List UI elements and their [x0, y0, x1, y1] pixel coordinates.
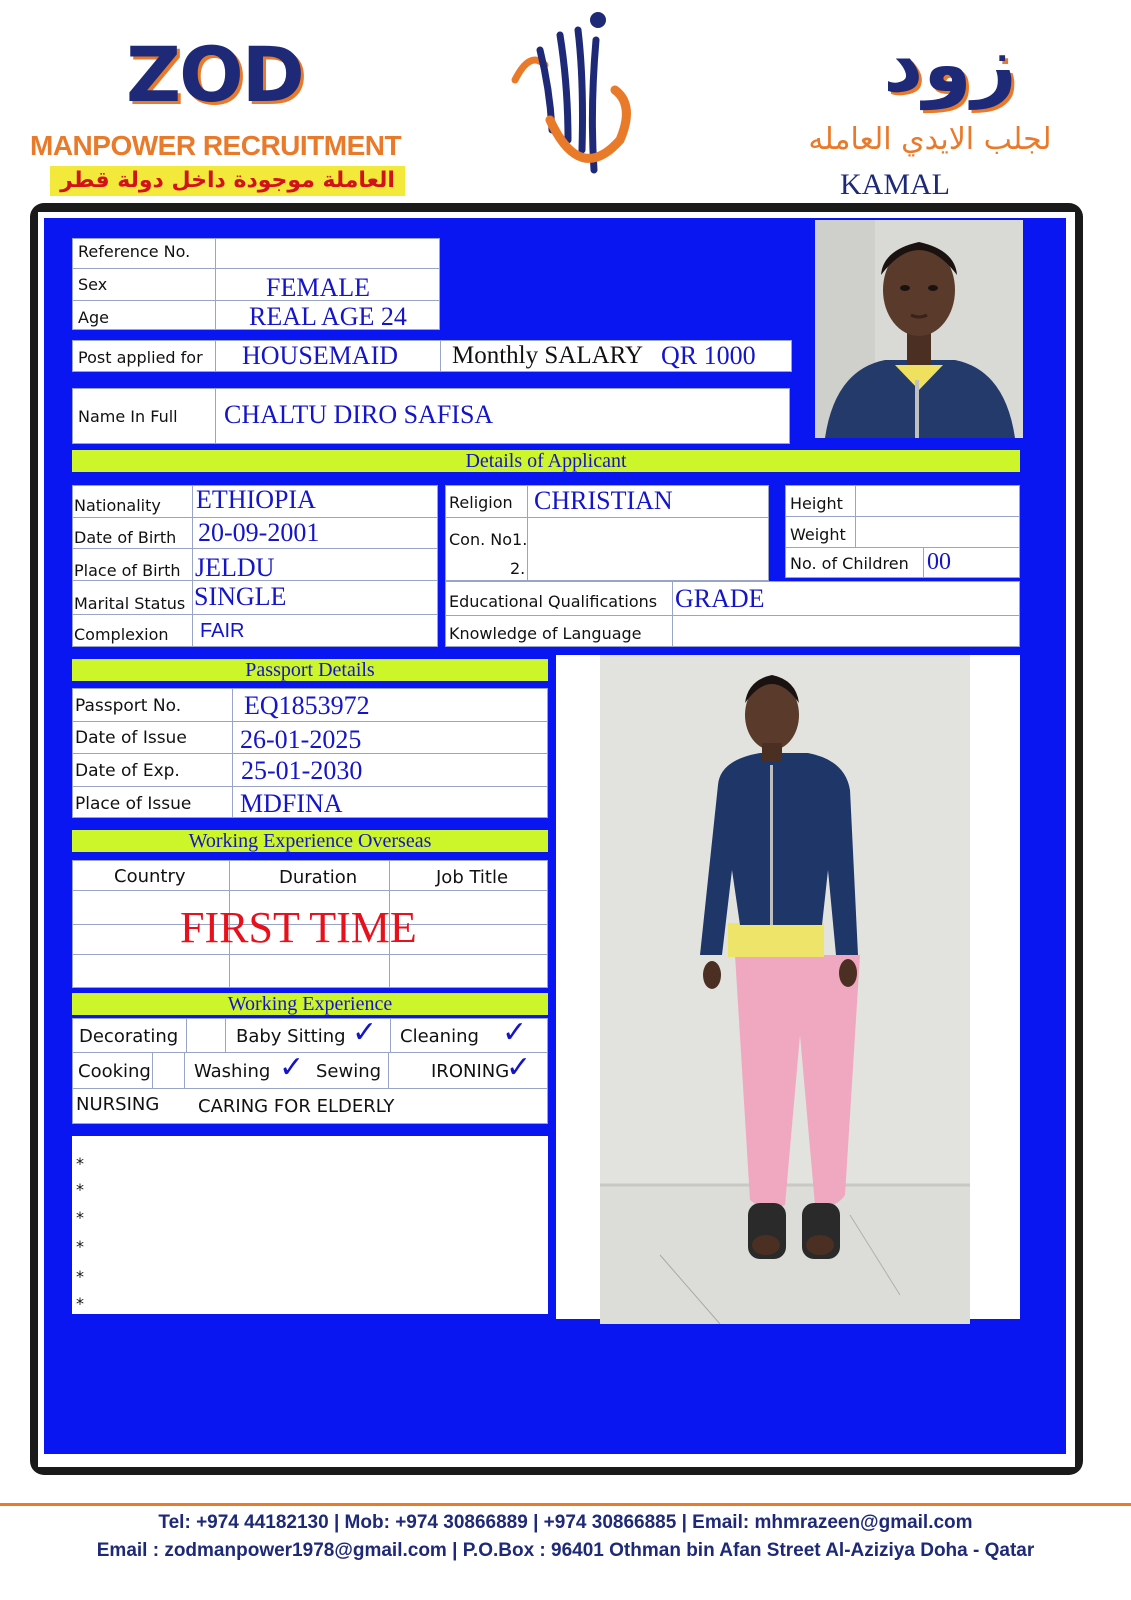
details-title-bar: Details of Applicant — [72, 450, 1020, 472]
divider — [152, 1052, 153, 1088]
marital-label: Marital Status — [74, 594, 186, 613]
divider — [390, 1018, 391, 1052]
age-label: Age — [78, 308, 109, 327]
reference-label: Reference No. — [78, 242, 191, 261]
passport-place-label: Place of Issue — [75, 794, 192, 814]
experience-title-bar: Working Experience — [72, 993, 548, 1015]
divider — [72, 786, 548, 787]
divider — [215, 388, 216, 444]
name-value: CHALTU DIRO SAFISA — [224, 400, 494, 429]
marital-value: SINGLE — [194, 582, 287, 611]
arabic-brand-line: لجلب الايدي العامله — [808, 122, 1052, 157]
portrait-photo — [815, 220, 1023, 438]
dob-value: 20-09-2001 — [198, 518, 320, 547]
check-icon-baby-sitting: ✓ — [352, 1015, 378, 1050]
passport-exp-value: 25-01-2030 — [241, 756, 363, 785]
divider — [215, 340, 216, 372]
note-bullet: * — [76, 1294, 84, 1313]
company-logo — [510, 10, 640, 190]
note-bullet: * — [76, 1208, 84, 1227]
passport-issue-label: Date of Issue — [75, 728, 187, 748]
salary-label: Monthly SALARY — [452, 342, 644, 369]
divider — [72, 1052, 548, 1053]
check-icon-cleaning: ✓ — [502, 1015, 528, 1050]
first-time-note: FIRST TIME — [180, 903, 417, 952]
divider — [192, 485, 193, 647]
divider — [785, 547, 1020, 548]
divider — [445, 517, 769, 518]
religion-value: CHRISTIAN — [534, 486, 673, 515]
complexion-value: FAIR — [200, 620, 245, 642]
divider — [72, 614, 438, 615]
divider — [72, 300, 440, 301]
divider — [440, 340, 441, 372]
agent-name: KAMAL — [840, 168, 950, 201]
exp-sewing: Sewing — [316, 1061, 382, 1082]
age-value: REAL AGE 24 — [249, 302, 407, 331]
passport-title-bar: Passport Details — [72, 659, 548, 681]
complexion-label: Complexion — [74, 625, 169, 644]
language-label: Knowledge of Language — [449, 624, 642, 643]
sex-label: Sex — [78, 275, 108, 294]
education-label: Educational Qualifications — [449, 592, 658, 611]
pob-label: Place of Birth — [74, 561, 181, 580]
name-label: Name In Full — [78, 407, 178, 426]
children-value: 00 — [927, 549, 951, 575]
passport-issue-value: 26-01-2025 — [240, 725, 362, 754]
check-icon-ironing: ✓ — [506, 1050, 532, 1085]
dob-label: Date of Birth — [74, 528, 177, 547]
overseas-title-bar: Working Experience Overseas — [72, 830, 548, 852]
divider — [72, 890, 548, 891]
arabic-brand: زود — [883, 20, 1017, 110]
divider — [225, 1018, 226, 1052]
education-value: GRADE — [675, 584, 765, 613]
portrait-image — [815, 220, 1023, 438]
divider — [672, 581, 673, 647]
contact2-label: 2. — [510, 559, 526, 578]
religion-label: Religion — [449, 493, 513, 512]
note-bullet: * — [76, 1267, 84, 1286]
check-icon-washing: ✓ — [279, 1050, 305, 1085]
height-label: Height — [790, 494, 843, 513]
arabic-tagline: العاملة موجودة داخل دولة قطر — [50, 166, 405, 196]
pob-value: JELDU — [195, 553, 275, 582]
note-bullet: * — [76, 1237, 84, 1256]
children-label: No. of Children — [790, 554, 909, 573]
divider — [388, 1052, 389, 1088]
exp-ironing: IRONING — [431, 1061, 510, 1082]
divider — [923, 547, 924, 578]
full-body-photo — [600, 655, 970, 1324]
full-body-image — [600, 655, 970, 1324]
passport-exp-label: Date of Exp. — [75, 761, 180, 781]
exp-cooking: Cooking — [78, 1061, 151, 1082]
passport-place-value: MDFINA — [240, 789, 343, 818]
divider — [186, 1018, 187, 1052]
divider — [785, 516, 1020, 517]
divider — [445, 615, 1020, 616]
exp-washing: Washing — [194, 1061, 271, 1082]
contact1-label: Con. No1. — [449, 530, 528, 549]
divider — [72, 1088, 548, 1089]
divider — [72, 954, 548, 955]
brand-name: ZOD — [126, 30, 303, 119]
post-label: Post applied for — [78, 348, 203, 367]
col-job-title: Job Title — [436, 867, 509, 888]
exp-cleaning: Cleaning — [400, 1026, 479, 1047]
weight-label: Weight — [790, 525, 846, 544]
divider — [72, 268, 440, 269]
passport-no-value: EQ1853972 — [244, 691, 370, 720]
notes-box — [72, 1136, 548, 1314]
divider — [215, 238, 216, 330]
salary-value: QR 1000 — [661, 341, 756, 370]
nationality-label: Nationality — [74, 496, 161, 515]
post-value: HOUSEMAID — [242, 341, 398, 370]
divider — [72, 721, 548, 722]
brand-subtitle: MANPOWER RECRUITMENT — [30, 130, 402, 161]
footer-line-2: Email : zodmanpower1978@gmail.com | P.O.Box : 96401 Othman bin Afan Street Al-Aziziya Doha - Qatar — [96, 1540, 1035, 1561]
exp-baby-sitting: Baby Sitting — [236, 1026, 346, 1047]
note-bullet: * — [76, 1154, 84, 1173]
exp-decorating: Decorating — [79, 1026, 179, 1047]
cv-panel — [44, 218, 1066, 1454]
nationality-value: ETHIOPIA — [196, 485, 316, 514]
divider — [72, 548, 438, 549]
passport-no-label: Passport No. — [75, 696, 182, 716]
note-bullet: * — [76, 1180, 84, 1199]
footer-divider — [0, 1503, 1131, 1506]
footer-line-1: Tel: +974 44182130 | Mob: +974 30866889 | +974 30866885 | Email: mhmrazeen@gmail.com — [158, 1512, 973, 1533]
col-duration: Duration — [279, 867, 358, 888]
exp-nursing: NURSING — [76, 1094, 160, 1115]
sex-value: FEMALE — [266, 273, 370, 302]
col-country: Country — [114, 866, 186, 887]
divider — [184, 1052, 185, 1088]
exp-caring: CARING FOR ELDERLY — [198, 1096, 395, 1117]
